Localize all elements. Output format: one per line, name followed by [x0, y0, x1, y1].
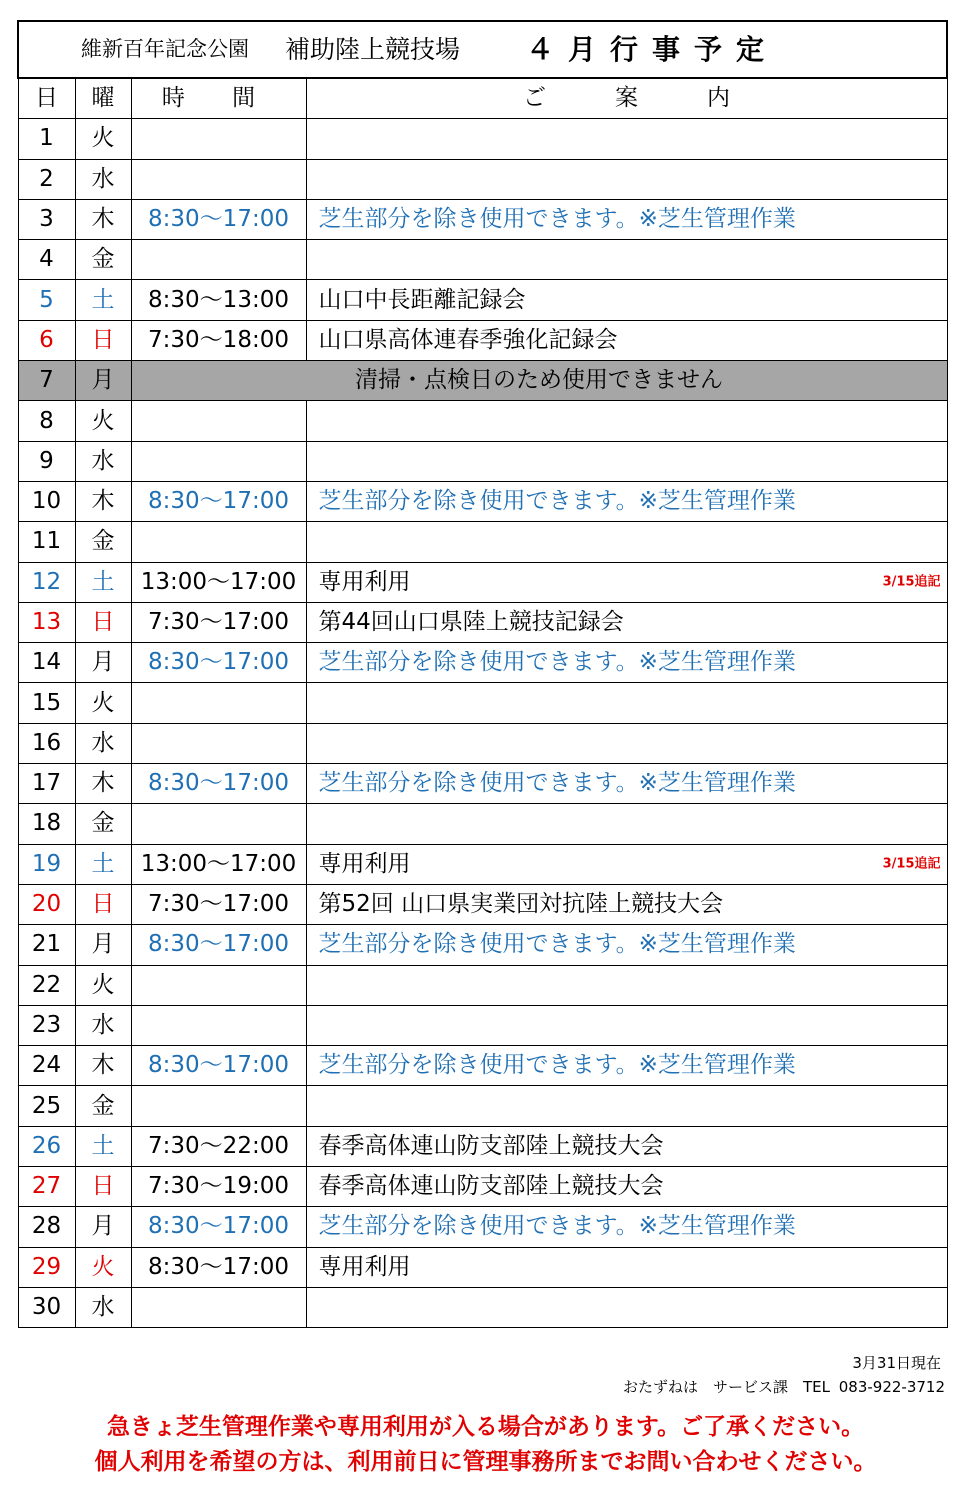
day-number: 1	[18, 119, 75, 159]
weekday: 火	[75, 119, 131, 159]
event-note	[306, 804, 947, 844]
time-range	[131, 159, 306, 199]
schedule-row	[18, 1207, 947, 1247]
event-text: 春季高体連山防支部陸上競技大会	[318, 1132, 664, 1159]
event-note	[306, 844, 947, 884]
weekday: 金	[75, 522, 131, 562]
day-number: 18	[18, 804, 75, 844]
day-number: 6	[18, 320, 75, 360]
schedule-row	[18, 1046, 947, 1086]
time-range	[131, 240, 306, 280]
day-number: 22	[18, 965, 75, 1005]
schedule-row	[18, 119, 947, 159]
schedule-row	[18, 280, 947, 320]
day-number: 12	[18, 562, 75, 602]
title-row	[18, 21, 947, 78]
update-tag: 3/15追記	[882, 574, 941, 590]
time-range: 7:30～19:00	[131, 1167, 306, 1207]
time-range: 8:30～13:00	[131, 280, 306, 320]
weekday: 月	[75, 1207, 131, 1247]
day-number: 9	[18, 441, 75, 481]
weekday: 土	[75, 844, 131, 884]
time-range: 13:00～17:00	[131, 562, 306, 602]
weekday: 水	[75, 723, 131, 763]
day-number: 11	[18, 522, 75, 562]
weekday: 土	[75, 562, 131, 602]
schedule-row	[18, 522, 947, 562]
event-note	[306, 199, 947, 239]
schedule-row	[18, 1126, 947, 1166]
time-range: 7:30～17:00	[131, 602, 306, 642]
event-text: 芝生部分を除き使用できます。※芝生管理作業	[318, 488, 796, 515]
event-text: 芝生部分を除き使用できます。※芝生管理作業	[318, 206, 796, 233]
notice-line-2: 個人利用を希望の方は、利用前日に管理事務所までお問い合わせください。	[94, 1449, 877, 1475]
day-number: 2	[18, 159, 75, 199]
event-note	[306, 1086, 947, 1126]
day-number: 29	[18, 1247, 75, 1287]
event-text: 専用利用	[318, 850, 411, 877]
schedule-row	[18, 562, 947, 602]
event-note	[306, 441, 947, 481]
event-text: 第44回山口県陸上競技記録会	[318, 609, 624, 635]
weekday: 土	[75, 280, 131, 320]
schedule-row	[18, 199, 947, 239]
schedule-row	[18, 1167, 947, 1207]
time-range	[131, 401, 306, 441]
event-note	[306, 481, 947, 521]
weekday: 火	[75, 683, 131, 723]
update-tag: 3/15追記	[882, 856, 941, 872]
day-number: 3	[18, 199, 75, 239]
weekday: 水	[75, 1005, 131, 1045]
weekday: 火	[75, 965, 131, 1005]
event-note	[306, 1126, 947, 1166]
day-number: 7	[18, 361, 75, 401]
event-note	[306, 602, 947, 642]
event-note	[306, 643, 947, 683]
day-number: 10	[18, 481, 75, 521]
weekday: 土	[75, 1126, 131, 1166]
day-number: 14	[18, 643, 75, 683]
time-range	[131, 804, 306, 844]
contact-info: おたずねは サービス課 TEL 083-922-3712	[622, 1378, 945, 1396]
time-range	[131, 683, 306, 723]
event-text: 芝生部分を除き使用できます。※芝生管理作業	[318, 931, 796, 958]
schedule-row	[18, 1086, 947, 1126]
event-note	[306, 1046, 947, 1086]
header-row	[18, 78, 947, 119]
header-day: 日	[18, 78, 75, 119]
day-number: 4	[18, 240, 75, 280]
weekday: 火	[75, 401, 131, 441]
time-range: 8:30～17:00	[131, 925, 306, 965]
day-number: 5	[18, 280, 75, 320]
event-note	[306, 119, 947, 159]
schedule-row	[18, 1247, 947, 1287]
time-range: 7:30～18:00	[131, 320, 306, 360]
event-note	[306, 884, 947, 924]
time-range: 8:30～17:00	[131, 1247, 306, 1287]
schedule-row	[18, 723, 947, 763]
event-note	[306, 925, 947, 965]
header-time: 時 間	[131, 78, 306, 119]
schedule-table	[17, 20, 948, 1328]
time-range	[131, 1086, 306, 1126]
time-range	[131, 119, 306, 159]
day-number: 8	[18, 401, 75, 441]
event-note	[306, 320, 947, 360]
day-number: 27	[18, 1167, 75, 1207]
venue-name: 補助陸上競技場	[285, 35, 461, 64]
weekday: 月	[75, 643, 131, 683]
schedule-row	[18, 925, 947, 965]
schedule-row	[18, 764, 947, 804]
schedule-row	[18, 804, 947, 844]
event-text: 山口中長距離記録会	[318, 286, 526, 313]
weekday: 木	[75, 481, 131, 521]
event-note	[306, 1207, 947, 1247]
event-note	[306, 1247, 947, 1287]
event-note	[306, 1287, 947, 1327]
weekday: 日	[75, 884, 131, 924]
time-range	[131, 723, 306, 763]
day-number: 26	[18, 1126, 75, 1166]
event-note	[306, 562, 947, 602]
time-range: 13:00～17:00	[131, 844, 306, 884]
event-note	[306, 401, 947, 441]
schedule-row	[18, 965, 947, 1005]
event-text: 専用利用	[318, 568, 411, 595]
time-range	[131, 1287, 306, 1327]
closed-notice: 清掃・点検日のため使用できません	[131, 361, 947, 401]
time-range	[131, 965, 306, 1005]
day-number: 28	[18, 1207, 75, 1247]
schedule-row	[18, 643, 947, 683]
day-number: 19	[18, 844, 75, 884]
weekday: 金	[75, 1086, 131, 1126]
event-text: 山口県高体連春季強化記録会	[318, 326, 618, 353]
time-range: 8:30～17:00	[131, 1207, 306, 1247]
time-range	[131, 522, 306, 562]
header-weekday: 曜	[75, 78, 131, 119]
event-text: 専用利用	[318, 1253, 411, 1280]
schedule-row	[18, 683, 947, 723]
weekday: 木	[75, 764, 131, 804]
event-text: 第52回 山口県実業団対抗陸上競技大会	[318, 891, 724, 918]
day-number: 15	[18, 683, 75, 723]
time-range: 8:30～17:00	[131, 1046, 306, 1086]
time-range: 7:30～17:00	[131, 884, 306, 924]
event-text: 芝生部分を除き使用できます。※芝生管理作業	[318, 1213, 796, 1240]
weekday: 水	[75, 159, 131, 199]
weekday: 木	[75, 199, 131, 239]
event-text: 芝生部分を除き使用できます。※芝生管理作業	[318, 1052, 796, 1079]
schedule-row	[18, 240, 947, 280]
schedule-row	[18, 441, 947, 481]
event-note	[306, 764, 947, 804]
time-range: 7:30～22:00	[131, 1126, 306, 1166]
day-number: 25	[18, 1086, 75, 1126]
schedule-row	[18, 320, 947, 360]
event-note	[306, 723, 947, 763]
schedule-row	[18, 481, 947, 521]
day-number: 13	[18, 602, 75, 642]
as-of-date: 3月31日現在	[852, 1354, 941, 1372]
schedule-row	[18, 159, 947, 199]
weekday: 日	[75, 602, 131, 642]
schedule-row	[18, 1005, 947, 1045]
weekday: 金	[75, 240, 131, 280]
day-number: 20	[18, 884, 75, 924]
event-note	[306, 522, 947, 562]
event-note	[306, 240, 947, 280]
day-number: 21	[18, 925, 75, 965]
event-text: 芝生部分を除き使用できます。※芝生管理作業	[318, 649, 796, 676]
weekday: 日	[75, 320, 131, 360]
event-note	[306, 965, 947, 1005]
time-range	[131, 441, 306, 481]
event-text: 芝生部分を除き使用できます。※芝生管理作業	[318, 770, 796, 797]
weekday: 火	[75, 1247, 131, 1287]
weekday: 木	[75, 1046, 131, 1086]
event-note	[306, 1005, 947, 1045]
schedule-row	[18, 844, 947, 884]
park-name: 維新百年記念公園	[81, 37, 249, 61]
time-range: 8:30～17:00	[131, 764, 306, 804]
weekday: 水	[75, 1287, 131, 1327]
weekday: 水	[75, 441, 131, 481]
event-note	[306, 159, 947, 199]
weekday: 月	[75, 361, 131, 401]
schedule-row	[18, 884, 947, 924]
day-number: 17	[18, 764, 75, 804]
weekday: 金	[75, 804, 131, 844]
day-number: 24	[18, 1046, 75, 1086]
month-title: ４月行事予定	[526, 32, 779, 66]
event-note	[306, 683, 947, 723]
time-range	[131, 1005, 306, 1045]
time-range: 8:30～17:00	[131, 481, 306, 521]
header-guide: ご 案 内	[306, 78, 947, 119]
event-text: 春季高体連山防支部陸上競技大会	[318, 1173, 664, 1200]
weekday: 月	[75, 925, 131, 965]
weekday: 日	[75, 1167, 131, 1207]
schedule-row	[18, 361, 947, 401]
time-range: 8:30～17:00	[131, 199, 306, 239]
time-range: 8:30～17:00	[131, 643, 306, 683]
day-number: 23	[18, 1005, 75, 1045]
day-number: 16	[18, 723, 75, 763]
schedule-row	[18, 1287, 947, 1327]
schedule-row	[18, 602, 947, 642]
day-number: 30	[18, 1287, 75, 1327]
schedule-row	[18, 401, 947, 441]
event-note	[306, 280, 947, 320]
event-note	[306, 1167, 947, 1207]
notice-line-1: 急きょ芝生管理作業や専用利用が入る場合があります。ご了承ください。	[106, 1414, 865, 1440]
